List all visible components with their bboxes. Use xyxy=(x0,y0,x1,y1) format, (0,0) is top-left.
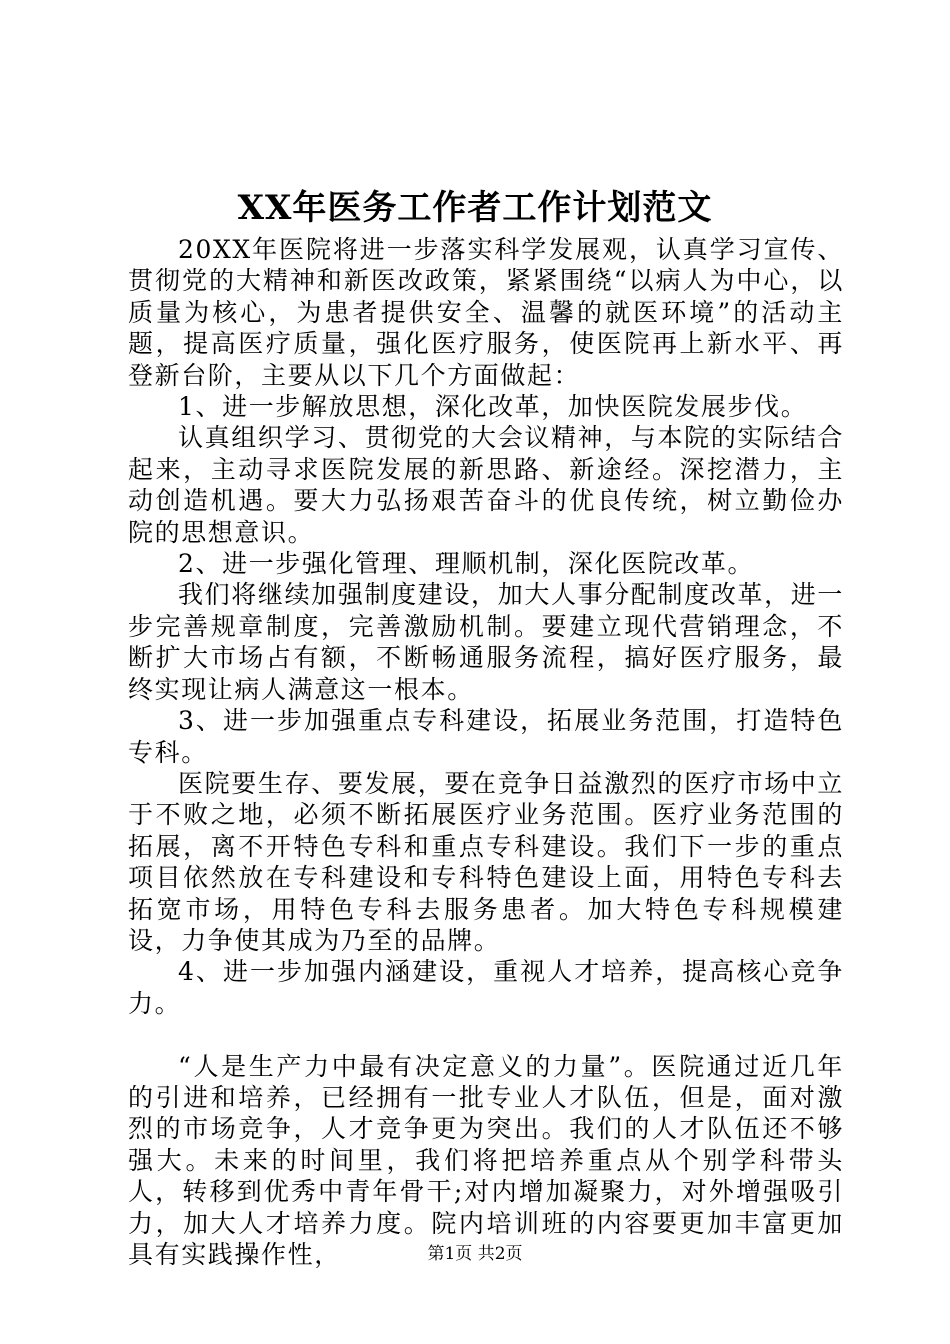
section-paragraph-3: 医院要生存、要发展，要在竞争日益激烈的医疗市场中立于不败之地，必须不断拓展医疗业务范围。医疗业务范围的拓展，离不开特色专科和重点专科建设。我们下一步的重点项目依然放在专科建设和专科特色建设上面，用特色专科去拓宽市场，用特色专科去服务患者。加大特色专科规模建设，力争使其成为乃至的品牌。 xyxy=(128,768,844,955)
intro-paragraph: 20XX年医院将进一步落实科学发展观，认真学习宣传、贯彻党的大精神和新医改政策，紧紧围绕“以病人为中心，以质量为核心，为患者提供安全、温馨的就医环境”的活动主题，提高医疗质量，强化医疗服务，使医院再上新水平、再登新台阶，主要从以下几个方面做起： xyxy=(128,235,844,390)
section-heading-4: 4、进一步加强内涵建设，重视人才培养，提高核心竞争力。 xyxy=(128,957,844,1018)
section-paragraph-4: “人是生产力中最有决定意义的力量”。医院通过近几年的引进和培养，已经拥有一批专业人才队伍，但是，面对激烈的市场竞争，人才竞争更为突出。我们的人才队伍还不够强大。未来的时间里，我们将把培养重点从个别学科带头人，转移到优秀中青年骨干;对内增加凝聚力，对外增强吸引力，加大人才培养力度。院内培训班的内容要更加丰富更加具有实践操作性， xyxy=(128,1051,844,1269)
section-heading-1: 1、进一步解放思想，深化改革，加快医院发展步伐。 xyxy=(178,392,808,422)
section-paragraph-2: 我们将继续加强制度建设，加大人事分配制度改革，进一步完善规章制度，完善激励机制。要建立现代营销理念，不断扩大市场占有额，不断畅通服务流程，搞好医疗服务，最终实现让病人满意这一根本。 xyxy=(128,580,844,704)
section-paragraph-1: 认真组织学习、贯彻党的大会议精神，与本院的实际结合起来，主动寻求医院发展的新思路、新途经。深挖潜力，主动创造机遇。要大力弘扬艰苦奋斗的优良传统，树立勤俭办院的思想意识。 xyxy=(128,423,844,547)
page-footer: 第1页 共2页 xyxy=(427,1244,523,1264)
blank-line xyxy=(128,1019,844,1050)
document-title: XX年医务工作者工作计划范文 xyxy=(237,188,713,228)
section-heading-2: 2、进一步强化管理、理顺机制，深化医院改革。 xyxy=(178,549,755,579)
document-body xyxy=(128,234,844,1270)
section-heading-3: 3、进一步加强重点专科建设，拓展业务范围，打造特色专科。 xyxy=(128,706,844,767)
